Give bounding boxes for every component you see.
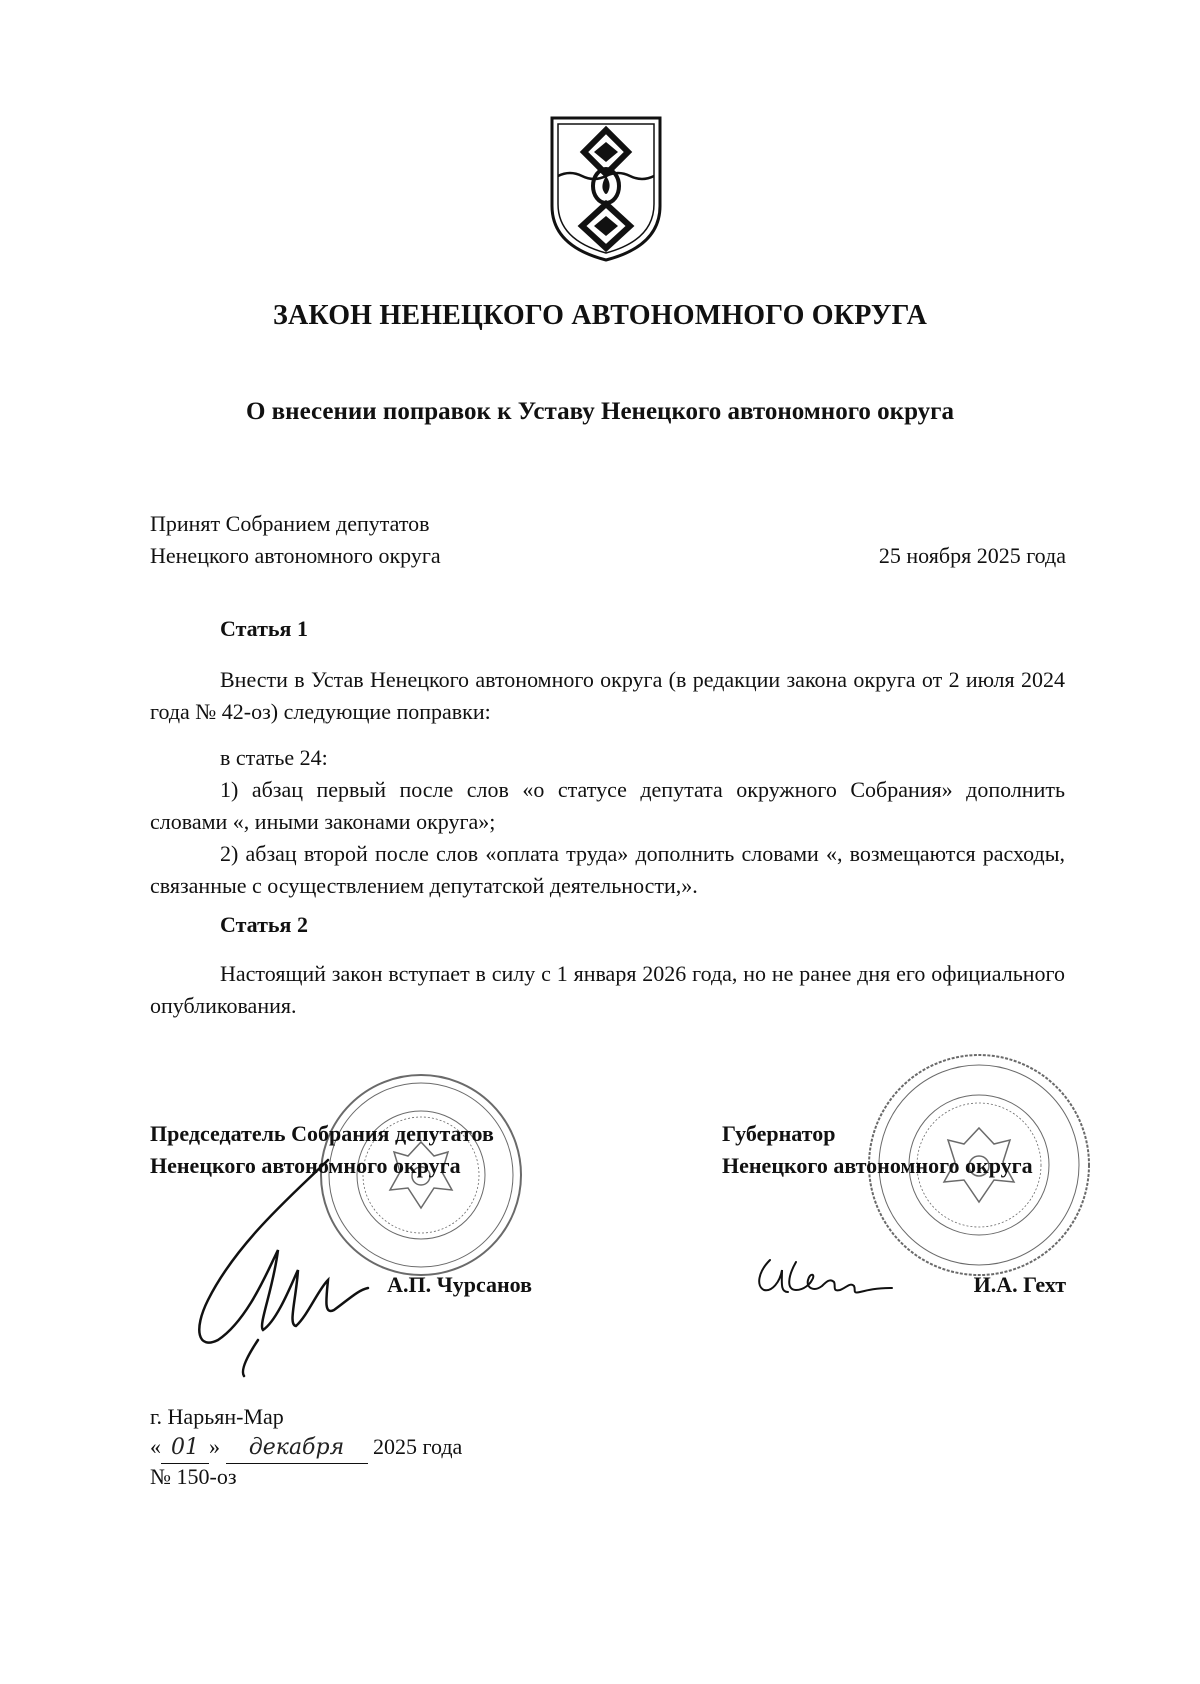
signing-date xyxy=(150,1432,462,1464)
article-1-intro: Внести в Устав Ненецкого автономного округа (в редакции закона округа от 2 июля 2024 года № 42-оз) следующие поправки: xyxy=(150,667,1065,724)
adoption-line-2: Ненецкого автономного округа xyxy=(150,543,441,568)
governor-name: И.А. Гехт xyxy=(973,1272,1066,1297)
chairman-signature xyxy=(178,1150,378,1380)
place-of-signing: г. Нарьян-Мар xyxy=(150,1404,284,1429)
adoption-info xyxy=(150,508,441,572)
chairman-name: А.П. Чурсанов xyxy=(387,1272,532,1297)
signing-year: 2025 года xyxy=(373,1434,463,1459)
article-1-heading: Статья 1 xyxy=(220,616,308,641)
chairman-title-line-2: Ненецкого автономного округа xyxy=(150,1153,461,1178)
governor-title xyxy=(722,1118,1033,1182)
quote-open: « xyxy=(150,1434,161,1459)
article-2-heading: Статья 2 xyxy=(220,912,308,937)
signing-day: 01 xyxy=(161,1433,209,1464)
adoption-date: 25 ноября 2025 года xyxy=(878,543,1066,568)
law-title: ЗАКОН НЕНЕЦКОГО АВТОНОМНОГО ОКРУГА xyxy=(272,300,927,331)
article-1-item-2: 2) абзац второй после слов «оплата труда» дополнить словами «, возмещаются расходы, связанные с осуществлением депутатской деятельности,». xyxy=(150,841,1065,898)
governor-signature xyxy=(752,1252,902,1302)
article-1-lead: в статье 24: xyxy=(220,745,328,770)
signing-month: декабря xyxy=(226,1433,368,1464)
law-number: № 150-оз xyxy=(150,1464,237,1489)
governor-title-line-1: Губернатор xyxy=(722,1121,836,1146)
adoption-line-1: Принят Собранием депутатов xyxy=(150,511,430,536)
law-subtitle: О внесении поправок к Уставу Ненецкого автономного округа xyxy=(245,398,955,425)
chairman-title-line-1: Председатель Собрания депутатов xyxy=(150,1121,494,1146)
article-1-item-1: 1) абзац первый после слов «о статусе депутата окружного Собрания» дополнить словами «, иными законами округа»; xyxy=(150,777,1065,834)
chairman-title xyxy=(150,1118,494,1182)
quote-close: » xyxy=(209,1434,220,1459)
article-2-text: Настоящий закон вступает в силу с 1 января 2026 года, но не ранее дня его официального опубликования. xyxy=(150,961,1065,1018)
coat-of-arms-icon xyxy=(548,114,664,264)
governor-title-line-2: Ненецкого автономного округа xyxy=(722,1153,1033,1178)
